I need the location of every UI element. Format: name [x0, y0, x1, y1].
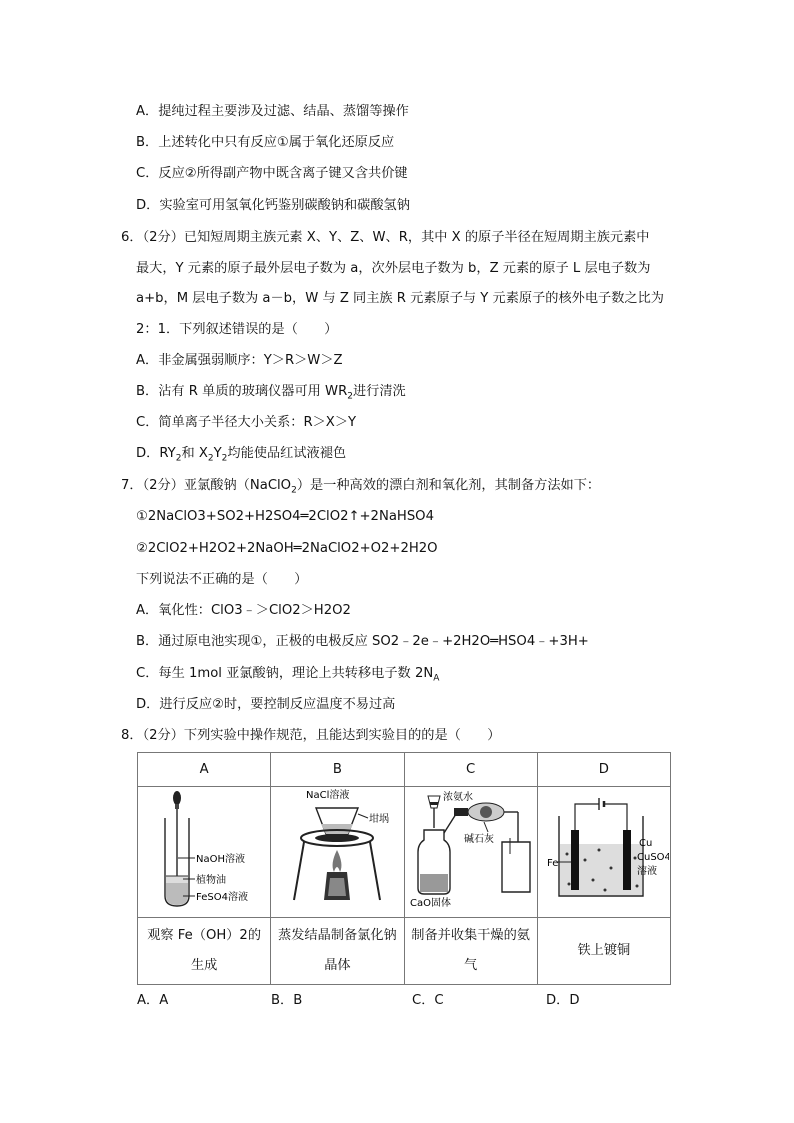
label-ammonia: 浓氨水: [442, 792, 473, 803]
label-sodalime: 碱石灰: [463, 834, 494, 845]
q6-option-d: D．$RY_2$和 $X_2Y_2$均能使品红试液褪色: [136, 446, 347, 464]
q6-option-a: A．非金属强弱顺序：Y＞R＞W＞Z: [136, 353, 343, 368]
label-solution: 溶液: [636, 866, 657, 877]
header-d: D: [537, 753, 670, 787]
label-naoh: NaOH溶液: [196, 854, 246, 865]
q8-stem: 8．（2分）下列实验中操作规范，且能达到实验目的的是（ ）: [121, 728, 501, 743]
q7-option-c: C．每生 1mol 亚氯酸钠，理论上共转移电子数 $2N_A$: [136, 666, 440, 684]
q7-equation-2: ②2ClO2+H2O2+2NaOH═2NaClO2+O2+2H2O: [136, 541, 438, 556]
figure-a-cell: [138, 787, 271, 918]
q8-choice-a: A．A: [137, 993, 169, 1008]
caption-a: 观察 Fe（OH）2的生成: [138, 918, 271, 985]
q7-equation-1: ①2NaClO3+SO2+H2SO4═2ClO2↑+2NaHSO4: [136, 509, 434, 524]
label-fe: Fe: [546, 858, 559, 869]
q5-option-b: B．上述转化中只有反应①属于氧化还原反应: [136, 135, 395, 150]
q7-option-d: D．进行反应②时，要控制反应温度不易过高: [136, 697, 396, 712]
electroplating-diagram: [539, 788, 669, 912]
q8-choice-c: C．C: [412, 993, 444, 1008]
label-crucible: 坩埚: [369, 814, 390, 825]
header-b: B: [271, 753, 404, 787]
label-oil: 植物油: [196, 875, 227, 886]
q7-option-a: A．氧化性：ClO3﹣＞ClO2＞H2O2: [136, 603, 351, 618]
label-cuso4: CuSO4: [636, 852, 669, 863]
q8-choice-d: D．D: [546, 993, 580, 1008]
q5-option-d: D．实验室可用氢氧化钙鉴别碳酸钠和碳酸氢钠: [136, 198, 410, 213]
figure-b-cell: [271, 787, 404, 918]
label-feso4: FeSO4溶液: [196, 892, 249, 903]
q7-option-b: B．通过原电池实现①，正极的电极反应 SO2﹣2e﹣+2H2O═HSO4﹣+3H+: [136, 634, 589, 649]
figure-d-cell: [537, 787, 670, 918]
q6-option-b: B．沾有 R 单质的玻璃仪器可用 $WR_2$进行清洗: [136, 384, 406, 402]
q6-stem-line-3: a+b，M 层电子数为 a－b，W 与 Z 同主族 R 元素原子与 Y 元素原子的核外电子数之比为: [136, 291, 664, 306]
label-cao: CaO固体: [409, 898, 451, 909]
experiment-table: [137, 752, 671, 985]
label-nacl: NaCl溶液: [306, 790, 350, 801]
q6-stem-line-4: 2：1．下列叙述错误的是（ ）: [136, 322, 338, 337]
q6-stem-line-1: 6．（2分）已知短周期主族元素 X、Y、Z、W、R，其中 X 的原子半径在短周期主族元素中: [121, 230, 650, 245]
q5-option-a: A．提纯过程主要涉及过滤、结晶、蒸馏等操作: [136, 104, 409, 119]
figure-c-cell: [404, 787, 537, 918]
header-a: A: [138, 753, 271, 787]
caption-c: 制备并收集干燥的氨气: [404, 918, 537, 985]
ammonia-apparatus-diagram: [406, 788, 536, 912]
test-tube-diagram: [139, 788, 269, 912]
caption-b: 蒸发结晶制备氯化钠晶体: [271, 918, 404, 985]
q7-stem: 7．（2分）亚氯酸钠（NaClO$_2$）是一种高效的漂白剂和氧化剂，其制备方法如下：: [121, 478, 601, 496]
caption-d: 铁上镀铜: [537, 918, 670, 985]
evaporation-diagram: [272, 788, 402, 912]
header-c: C: [404, 753, 537, 787]
q6-stem-line-2: 最大，Y 元素的原子最外层电子数为 a，次外层电子数为 b，Z 元素的原子 L 层电子数为: [136, 261, 651, 276]
q6-option-c: C．简单离子半径大小关系：R＞X＞Y: [136, 415, 357, 430]
q8-choice-b: B．B: [271, 993, 303, 1008]
q7-prompt: 下列说法不正确的是（ ）: [136, 572, 308, 587]
q5-option-c: C．反应②所得副产物中既含离子键又含共价键: [136, 166, 408, 181]
label-cu: Cu: [638, 838, 653, 849]
